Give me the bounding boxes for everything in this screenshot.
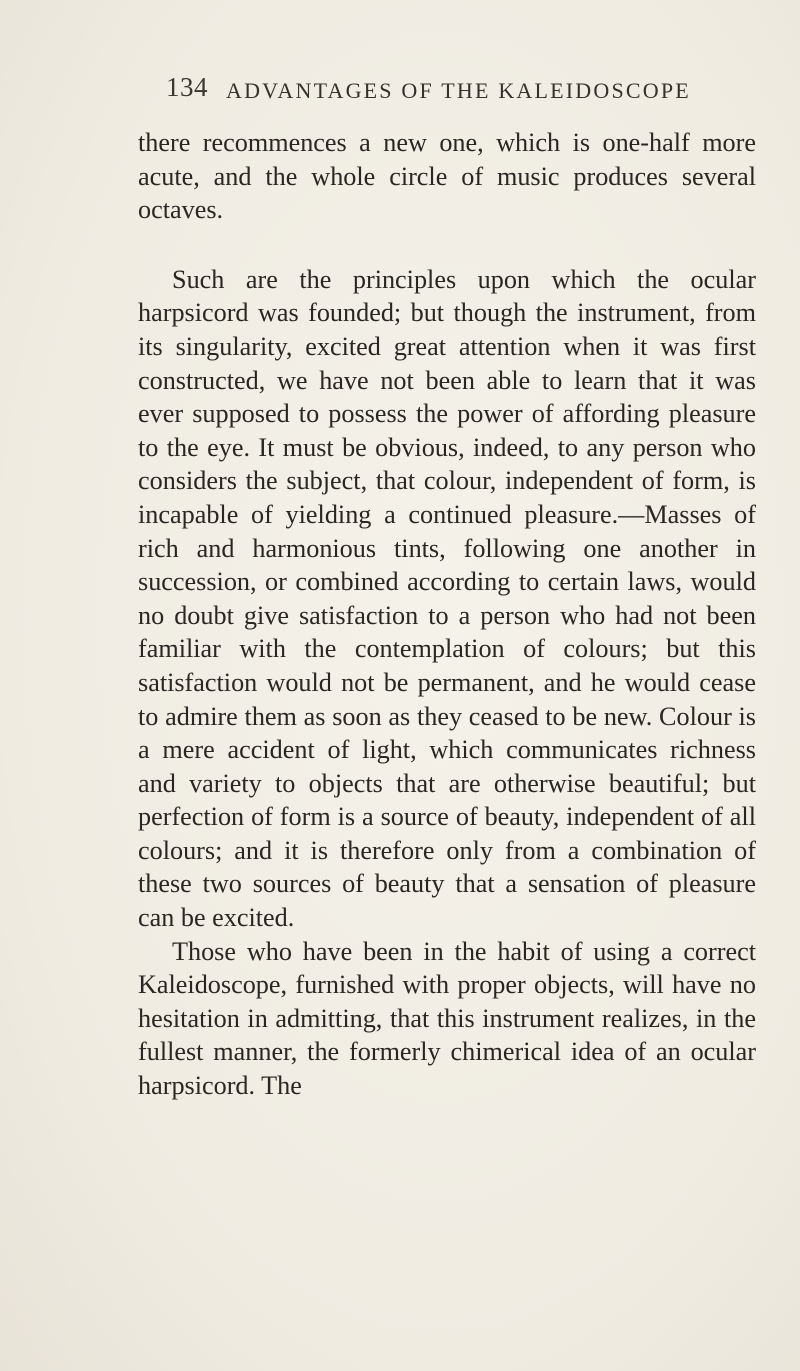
page-header [166,72,726,112]
page-number: 134 [166,72,208,102]
body-text [138,126,756,1103]
paragraph: Those who have been in the habit of using a correct Kaleidoscope, furnished with proper objects, will have no hesitation in admitting, that this instrument realizes, in the fullest manner, the formerly chimerical idea of an ocular harpsicord. The [138,936,756,1101]
running-head: ADVANTAGES OF THE KALEIDOSCOPE [226,78,691,103]
paragraph: there recommences a new one, which is one-half more acute, and the whole circle of music produces several octaves. [138,128,756,225]
paragraph: Such are the principles upon which the ocular harpsicord was founded; but though the instrument, from its singularity, excited great attention when it was first constructed, we have not been able to learn that it was ever supposed to possess the power of affording pleasure to the eye. It must be obvious, indeed, to any person who considers the subject, that colour, independent of form, is incapable of yielding a continued pleasure.—Masses of rich and harmonious tints, following one another in succession, or combined according to certain laws, would no doubt give satisfaction to a person who had not been familiar with the contemplation of colours; but this satisfaction would not be permanent, and he would cease to admire them as soon as they ceased to be new. Colour is a mere accident of light, which communicates richness and variety to objects that are otherwise beautiful; but perfection of form is a source of beauty, independent of all colours; and it is therefore only from a combination of these two sources of beauty that a sensation of pleasure can be excited. [138,264,756,933]
